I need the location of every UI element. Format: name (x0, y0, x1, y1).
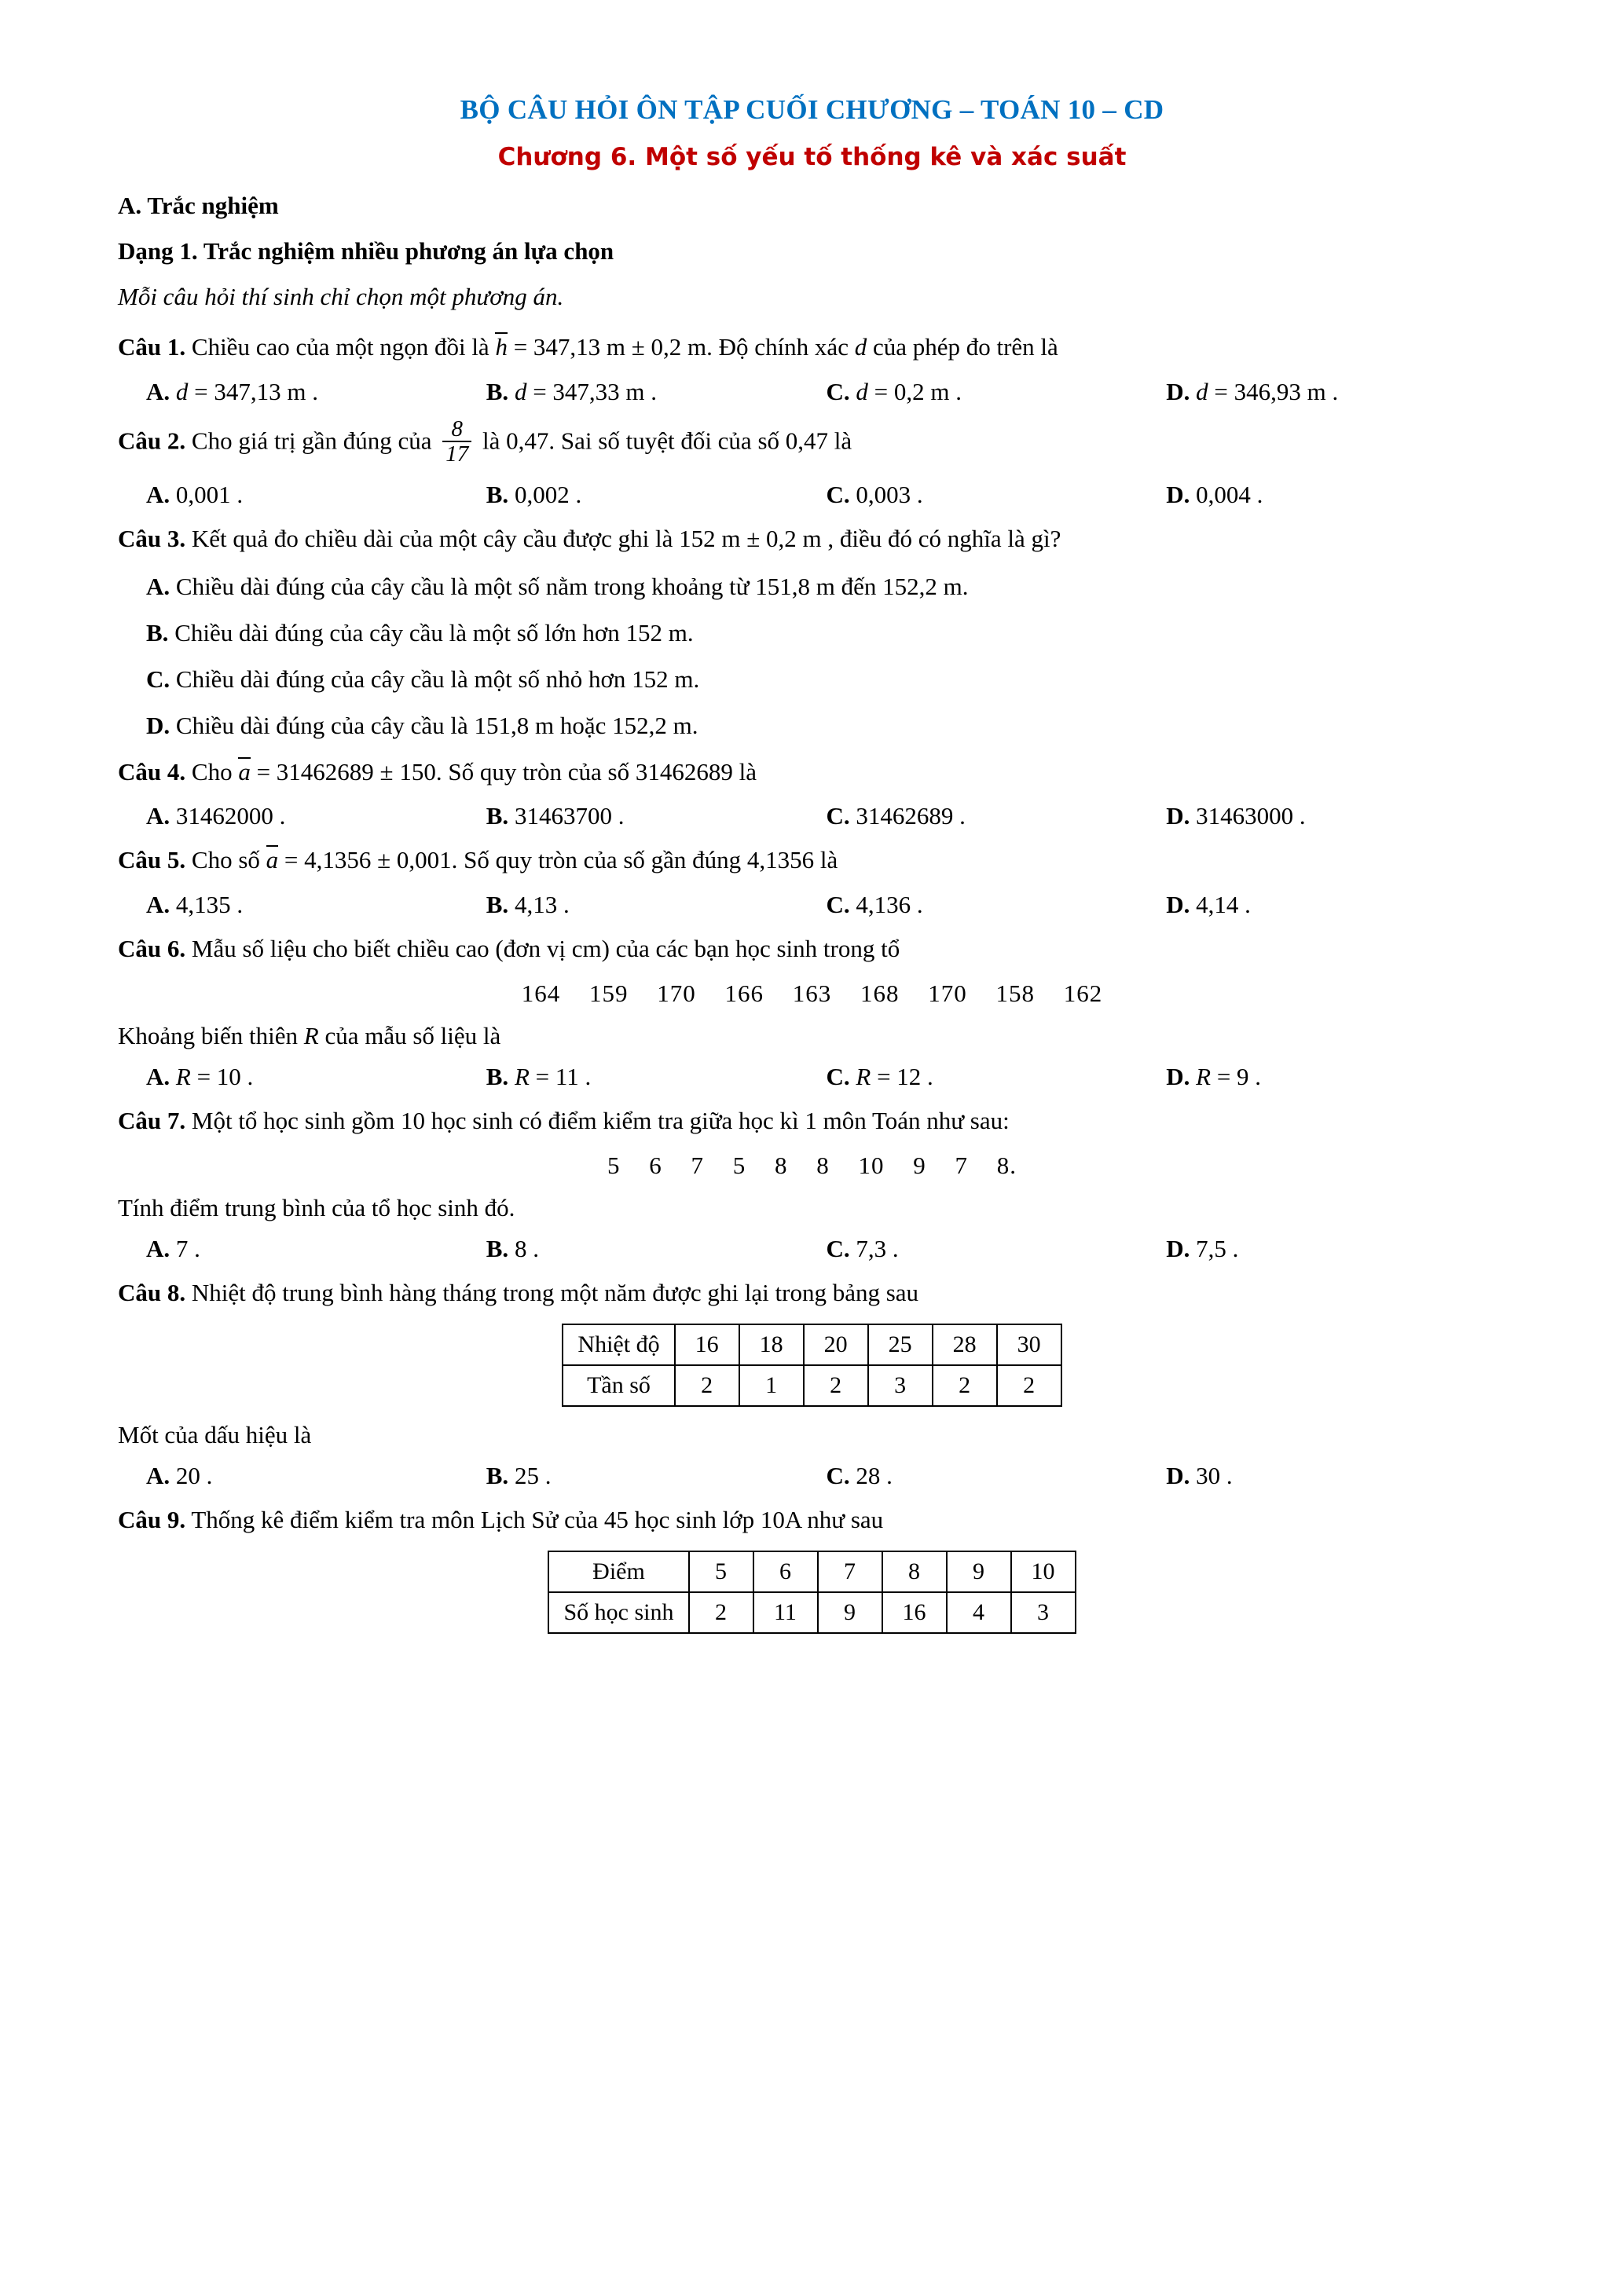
table-cell: 3 (868, 1365, 933, 1406)
option-c-value: Chiều dài đúng của cây cầu là một số nhỏ hơn 152 m. (175, 665, 700, 693)
question-3-text: Kết quả đo chiều dài của một cây cầu được ghi là 152 m ± 0,2 m , điều đó có nghĩa là gì? (191, 524, 1061, 552)
table-cell: 2 (804, 1365, 868, 1406)
option-a-value: = 10 . (196, 1063, 254, 1091)
question-2-label: Câu 2. (118, 427, 186, 455)
page-title: BỘ CÂU HỎI ÔN TẬP CUỐI CHƯƠNG – TOÁN 10 – CD (460, 94, 1164, 125)
option-d[interactable] (1166, 1235, 1506, 1263)
data-value: 5 (732, 1152, 746, 1180)
option-d[interactable] (1166, 802, 1506, 830)
question-3-option-d[interactable] (118, 709, 1506, 744)
question-7 (118, 1104, 1506, 1139)
option-b-label: B. (486, 1063, 509, 1091)
question-5-options (118, 891, 1506, 919)
section-form-1: Dạng 1. Trắc nghiệm nhiều phương án lựa chọn (118, 237, 614, 265)
option-d-value: 4,14 . (1196, 891, 1251, 919)
option-d-label: D. (1166, 1235, 1190, 1263)
data-value: 166 (724, 980, 764, 1008)
table-row (563, 1324, 1061, 1365)
question-6-subtext (118, 1022, 1506, 1050)
option-c-value: 31462689 . (856, 802, 966, 830)
option-c[interactable] (827, 1462, 1167, 1490)
option-a-value: 31462000 . (175, 802, 286, 830)
option-a-label: A. (146, 891, 170, 919)
question-3-label: Câu 3. (118, 524, 186, 552)
data-value: 6 (649, 1152, 662, 1180)
option-c-label: C. (826, 480, 850, 508)
q6-text-b-a: Khoảng biến thiên (118, 1022, 299, 1050)
option-d[interactable] (1166, 891, 1506, 919)
question-1-label: Câu 1. (118, 333, 186, 361)
question-1 (118, 330, 1506, 365)
question-2-text-b: là 0,47. Sai số tuyệt đối của số 0,47 là (482, 427, 852, 455)
data-value: 8. (996, 1152, 1017, 1180)
question-9-label: Câu 9. (118, 1506, 186, 1534)
option-a-label: A. (146, 1235, 170, 1263)
option-a[interactable] (146, 891, 486, 919)
option-d-label: D. (1166, 891, 1190, 919)
option-c-label: C. (146, 665, 170, 693)
option-b[interactable] (486, 378, 827, 406)
question-8-options (118, 1462, 1506, 1490)
table-cell: 2 (933, 1365, 997, 1406)
table-row (548, 1592, 1075, 1633)
option-d-label: D. (1166, 377, 1190, 405)
data-value: 170 (928, 980, 967, 1008)
instruction-note: Mỗi câu hỏi thí sinh chỉ chọn một phương án. (118, 283, 564, 310)
option-c-value: 28 . (856, 1462, 893, 1490)
option-c[interactable] (827, 481, 1167, 509)
question-3-option-b[interactable] (118, 616, 1506, 651)
table-cell: 16 (675, 1324, 739, 1365)
option-d-label: D. (1166, 802, 1190, 830)
option-d[interactable] (1166, 378, 1506, 406)
option-d-value: 7,5 . (1196, 1235, 1239, 1263)
q2-fraction-numerator: 8 (451, 416, 464, 441)
table-cell: 25 (868, 1324, 933, 1365)
option-d-label: D. (1166, 480, 1190, 508)
option-d-var: d (1196, 377, 1208, 405)
table-cell: 8 (882, 1551, 947, 1592)
table-cell: 2 (689, 1592, 753, 1633)
option-a-value: = 347,13 m . (194, 377, 318, 405)
option-c[interactable] (827, 802, 1167, 830)
table-cell: 4 (947, 1592, 1011, 1633)
option-a-label: A. (146, 480, 170, 508)
option-c[interactable] (827, 891, 1167, 919)
q1-text-c: của phép đo trên là (872, 333, 1058, 361)
option-b[interactable] (486, 1235, 827, 1263)
option-d[interactable] (1166, 1063, 1506, 1091)
row-header: Điểm (548, 1551, 688, 1592)
question-1-text-a: Chiều cao của một ngọn đồi là (191, 333, 489, 361)
data-value: 7 (955, 1152, 968, 1180)
q1-d-symbol: d (854, 333, 867, 361)
q5-expr: = 4,1356 ± 0,001 (284, 846, 452, 874)
option-d-value: 0,004 . (1196, 480, 1263, 508)
option-a[interactable] (146, 378, 486, 406)
option-a[interactable] (146, 802, 486, 830)
option-c-value: = 12 . (877, 1063, 933, 1091)
table-row (548, 1551, 1075, 1592)
option-c-label: C. (826, 1235, 850, 1263)
question-8 (118, 1276, 1506, 1311)
row-header: Số học sinh (548, 1592, 688, 1633)
question-8-label: Câu 8. (118, 1279, 186, 1307)
table-cell: 5 (689, 1551, 753, 1592)
option-d-value: Chiều dài đúng của cây cầu là 151,8 m hoặc 152,2 m. (175, 711, 698, 739)
table-cell: 9 (947, 1551, 1011, 1592)
q6-text-b-b: của mẫu số liệu là (324, 1022, 501, 1050)
option-c-value: = 0,2 m . (874, 377, 962, 405)
option-a-label: A. (146, 572, 170, 600)
option-d-value: = 9 . (1216, 1063, 1262, 1091)
option-a-value: 0,001 . (175, 480, 244, 508)
question-7-text: Một tổ học sinh gồm 10 học sinh có điểm kiểm tra giữa học kì 1 môn Toán như sau: (191, 1107, 1010, 1135)
option-a[interactable] (146, 1063, 486, 1091)
option-d-value: = 346,93 m . (1214, 377, 1339, 405)
question-8-subtext: Mốt của dấu hiệu là (118, 1421, 312, 1449)
question-3 (118, 522, 1506, 557)
option-c-label: C. (826, 891, 850, 919)
question-7-subtext: Tính điểm trung bình của tổ học sinh đó. (118, 1194, 515, 1222)
option-c-var: d (856, 377, 868, 405)
question-9 (118, 1503, 1506, 1538)
question-6-options (118, 1063, 1506, 1091)
option-b-value: 8 . (514, 1235, 539, 1263)
option-d-value: 30 . (1196, 1462, 1233, 1490)
table-cell: 1 (739, 1365, 804, 1406)
option-b[interactable] (486, 1063, 827, 1091)
option-a-label: A. (146, 802, 170, 830)
option-c-value: 0,003 . (856, 480, 923, 508)
option-b-value: = 347,33 m . (533, 377, 658, 405)
question-1-options (118, 378, 1506, 406)
option-d-label: D. (1166, 1462, 1190, 1490)
table-cell: 16 (882, 1592, 947, 1633)
option-b-value: 4,13 . (514, 891, 570, 919)
question-8-text: Nhiệt độ trung bình hàng tháng trong một năm được ghi lại trong bảng sau (191, 1279, 919, 1307)
question-3-option-c[interactable] (118, 662, 1506, 698)
table-cell: 28 (933, 1324, 997, 1365)
option-b-label: B. (146, 618, 169, 646)
option-a-value: 20 . (175, 1462, 213, 1490)
q1-text-b: . Độ chính xác (706, 333, 849, 361)
data-value: 7 (691, 1152, 704, 1180)
option-a[interactable] (146, 1462, 486, 1490)
option-b-value: = 11 . (535, 1063, 592, 1091)
option-c-value: 4,136 . (856, 891, 923, 919)
q4-text-b: . Số quy tròn của số 31462689 là (435, 757, 757, 785)
table-cell: 18 (739, 1324, 804, 1365)
option-b-value: 25 . (514, 1462, 552, 1490)
option-b-label: B. (486, 480, 509, 508)
option-c-label: C. (826, 1063, 850, 1091)
data-value: 164 (521, 980, 561, 1008)
question-8-table (562, 1324, 1061, 1407)
q4-expr: = 31462689 ± 150 (256, 757, 436, 785)
q4-a-bar: a (238, 757, 251, 785)
option-c[interactable] (827, 1235, 1167, 1263)
table-cell: 2 (997, 1365, 1061, 1406)
question-5-label: Câu 5. (118, 846, 186, 874)
option-a-value: Chiều dài đúng của cây cầu là một số nằm trong khoảng từ 151,8 m đến 152,2 m. (175, 572, 969, 600)
q5-text-b: . Số quy tròn của số gần đúng 4,1356 là (451, 846, 838, 874)
question-4-label: Câu 4. (118, 757, 186, 785)
option-a-value: 7 . (175, 1235, 200, 1263)
table-cell: 11 (753, 1592, 818, 1633)
option-d-value: 31463000 . (1196, 802, 1306, 830)
q5-a-bar: a (266, 846, 279, 874)
question-6-label: Câu 6. (118, 935, 186, 963)
section-part-a: A. Trắc nghiệm (118, 192, 279, 219)
q1-h-bar: h (495, 333, 508, 361)
option-a-var: d (175, 377, 189, 405)
q2-fraction-denominator: 17 (442, 441, 471, 466)
data-value: 163 (792, 980, 832, 1008)
option-a[interactable] (146, 1235, 486, 1263)
option-d-label: D. (146, 711, 170, 739)
option-b-label: B. (486, 802, 509, 830)
table-row (563, 1365, 1061, 1406)
option-c[interactable] (827, 378, 1167, 406)
option-d[interactable] (1166, 481, 1506, 509)
data-value: 159 (589, 980, 629, 1008)
option-d-var: R (1196, 1063, 1212, 1091)
question-4-text-a: Cho (191, 757, 233, 785)
question-7-data (118, 1152, 1506, 1180)
question-6-data (118, 980, 1506, 1008)
data-value: 10 (858, 1152, 885, 1180)
question-7-options (118, 1235, 1506, 1263)
data-value: 5 (607, 1152, 621, 1180)
chapter-subtitle: Chương 6. Một số yếu tố thống kê và xác suất (497, 143, 1127, 171)
option-c[interactable] (827, 1063, 1167, 1091)
row-header: Tần số (563, 1365, 674, 1406)
question-9-text: Thống kê điểm kiểm tra môn Lịch Sử của 45 học sinh lớp 10A như sau (191, 1506, 884, 1534)
data-value: 8 (816, 1152, 830, 1180)
option-d[interactable] (1166, 1462, 1506, 1490)
option-b-var: d (514, 377, 527, 405)
table-cell: 20 (804, 1324, 868, 1365)
question-2-text-a: Cho giá trị gần đúng của (191, 427, 432, 455)
table-cell: 30 (997, 1324, 1061, 1365)
data-value: 8 (775, 1152, 788, 1180)
question-5-text-a: Cho số (191, 846, 260, 874)
option-c-var: R (856, 1063, 871, 1091)
q1-expr: = 347,13 m ± 0,2 m (513, 333, 707, 361)
question-2 (118, 416, 1506, 468)
row-header: Nhiệt độ (563, 1324, 674, 1365)
table-cell: 2 (675, 1365, 739, 1406)
data-value: 168 (860, 980, 900, 1008)
option-b-label: B. (486, 377, 509, 405)
option-d-label: D. (1166, 1063, 1190, 1091)
option-a-label: A. (146, 1462, 170, 1490)
data-value: 162 (1063, 980, 1103, 1008)
question-6-text: Mẫu số liệu cho biết chiều cao (đơn vị cm) của các bạn học sinh trong tổ (191, 935, 900, 963)
question-9-table (548, 1551, 1076, 1634)
q2-fraction (442, 417, 471, 467)
question-2-options (118, 481, 1506, 509)
question-5 (118, 843, 1506, 878)
data-value: 9 (913, 1152, 926, 1180)
option-b-value: 0,002 . (514, 480, 582, 508)
table-cell: 7 (818, 1551, 882, 1592)
option-b-var: R (514, 1063, 530, 1091)
table-cell: 10 (1011, 1551, 1076, 1592)
question-4 (118, 755, 1506, 790)
option-b-label: B. (486, 1235, 509, 1263)
question-6 (118, 932, 1506, 967)
option-a-label: A. (146, 377, 170, 405)
option-b-value: 31463700 . (514, 802, 625, 830)
question-3-option-a[interactable] (118, 569, 1506, 605)
table-cell: 3 (1011, 1592, 1076, 1633)
option-b-label: B. (486, 1462, 509, 1490)
option-c-label: C. (826, 377, 850, 405)
option-a[interactable] (146, 481, 486, 509)
option-b-value: Chiều dài đúng của cây cầu là một số lớn hơn 152 m. (174, 618, 694, 646)
option-b[interactable] (486, 481, 827, 509)
option-b[interactable] (486, 891, 827, 919)
data-value: 170 (657, 980, 696, 1008)
question-4-options (118, 802, 1506, 830)
option-c-value: 7,3 . (856, 1235, 899, 1263)
option-a-value: 4,135 . (175, 891, 244, 919)
table-cell: 6 (753, 1551, 818, 1592)
option-a-var: R (175, 1063, 191, 1091)
option-a-label: A. (146, 1063, 170, 1091)
option-c-label: C. (826, 1462, 850, 1490)
option-c-label: C. (826, 802, 850, 830)
table-cell: 9 (818, 1592, 882, 1633)
option-b[interactable] (486, 802, 827, 830)
data-value: 158 (995, 980, 1035, 1008)
q6-R-symbol: R (303, 1022, 319, 1050)
question-7-label: Câu 7. (118, 1107, 186, 1135)
option-b[interactable] (486, 1462, 827, 1490)
option-b-label: B. (486, 891, 509, 919)
